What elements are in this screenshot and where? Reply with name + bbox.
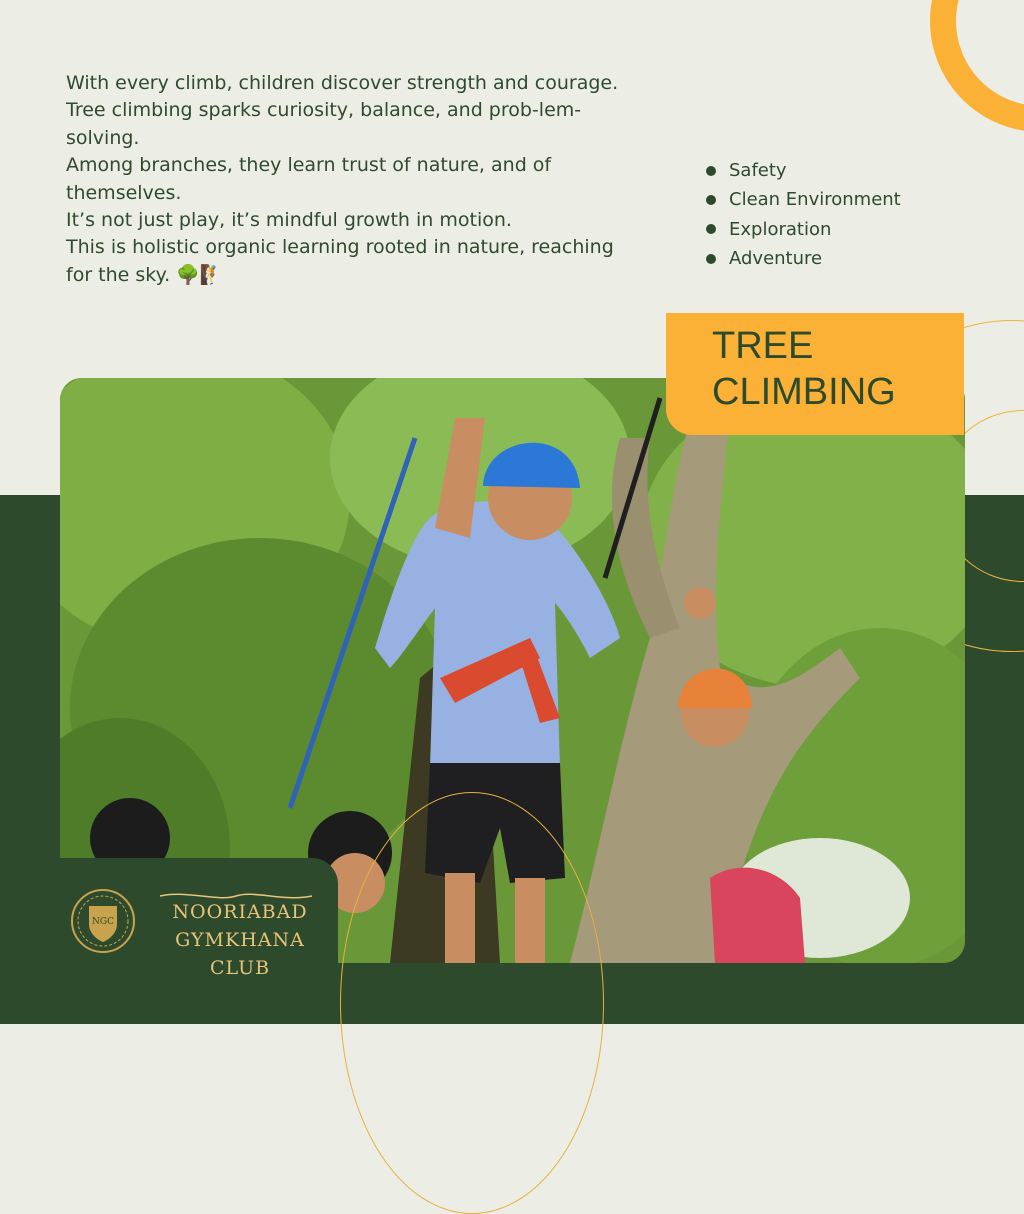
decorative-arc (340, 792, 604, 1214)
title-line: TREE (712, 325, 814, 367)
club-name-line: NOORIABAD (172, 901, 308, 923)
emblem-monogram: NGC (92, 917, 114, 927)
club-name-line: GYMKHANA CLUB (175, 929, 305, 979)
feature-item (706, 215, 901, 244)
title-banner (666, 313, 964, 435)
feature-label: Clean Environment (729, 189, 901, 211)
club-emblem-icon (70, 888, 136, 954)
feature-item (706, 156, 901, 185)
intro-paragraph: Tree climbing sparks curiosity, balance, and prob-lem-solving. (66, 99, 582, 149)
feature-item (706, 185, 901, 214)
title-line: CLIMBING (712, 371, 896, 413)
intro-paragraph: With every climb, children discover strength and courage. (66, 72, 619, 94)
club-name (150, 890, 330, 982)
bullet-icon (706, 166, 716, 176)
feature-label: Exploration (729, 218, 832, 240)
intro-text (66, 70, 626, 289)
feature-label: Adventure (729, 247, 823, 269)
intro-paragraph: It’s not just play, it’s mindful growth in motion. (66, 209, 512, 232)
decorative-ring (930, 0, 1024, 132)
feature-item (706, 244, 901, 273)
bullet-icon (706, 224, 716, 234)
feature-label: Safety (729, 160, 787, 181)
intro-paragraph: Among branches, they learn trust of nature, and of themselves. (66, 154, 552, 204)
bullet-icon (706, 195, 716, 205)
intro-paragraph: This is holistic organic learning rooted in nature, reaching for the sky. 🌳🧗 (66, 236, 614, 286)
feature-list (706, 156, 901, 273)
bullet-icon (706, 254, 716, 264)
